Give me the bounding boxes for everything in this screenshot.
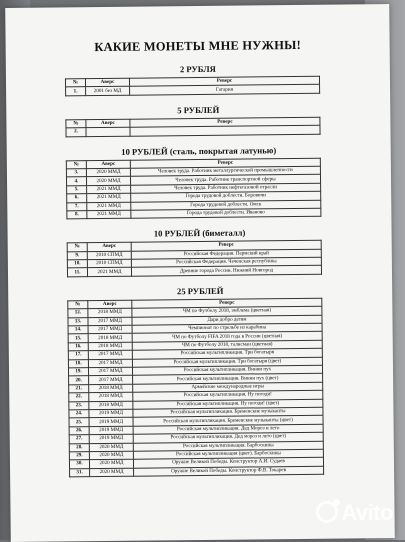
row-number: 18. [68, 359, 88, 368]
row-revers: Российская мультипликация. Три богатыря (цвет) [132, 357, 322, 367]
row-avers: 2019 ММД [89, 434, 133, 443]
row-avers: 2020 ММД [89, 443, 133, 452]
header-num: № [66, 160, 86, 169]
row-revers: Российская мультипликация. Бременские музыканты [133, 407, 323, 417]
row-revers: Города трудовой доблести. Иваново [131, 208, 321, 218]
row-avers: 2018 ММД [89, 384, 133, 393]
row-revers: Дари добро детям [132, 315, 322, 325]
section-title: 2 РУБЛЯ [179, 63, 216, 75]
coins-table [65, 76, 320, 96]
row-avers: 2017 ММД [88, 350, 132, 359]
coins-table [66, 157, 322, 219]
table-row [67, 208, 321, 219]
row-avers [86, 127, 130, 136]
row-avers: 2021 ММД [87, 185, 131, 194]
row-number: 25. [69, 418, 89, 427]
header-revers: Реверс [130, 117, 320, 127]
table-row [70, 466, 324, 477]
row-number: 14. [68, 326, 88, 335]
paper-sheet [5, 4, 395, 542]
row-number: 4. [66, 177, 86, 186]
row-number: 15. [68, 334, 88, 343]
header-revers: Реверс [129, 76, 319, 86]
section-title: 10 РУБЛЕЙ (биметалл) [153, 227, 246, 239]
row-number: 7. [67, 202, 87, 211]
row-revers: Армейские международные игры [133, 382, 323, 392]
header-num: № [68, 301, 88, 310]
row-avers: 2010 СПМД [87, 259, 131, 268]
row-avers: 2020 ММД [86, 168, 130, 177]
row-avers: 2019 ММД [89, 418, 133, 427]
row-revers: Российская мультипликация. Три богатыря [132, 348, 322, 358]
row-avers: 2017 ММД [88, 317, 132, 326]
row-number: 26. [69, 426, 89, 435]
row-number: 27. [69, 435, 89, 444]
table-row [66, 85, 320, 96]
row-avers: 2018 ММД [88, 308, 132, 317]
header-avers: Аверс [88, 300, 132, 309]
row-revers: Оружие Великой Победы. Конструктор А.И. Судаев [133, 457, 323, 467]
row-revers: Российская мультипликация (цвет). Барбоскины [133, 449, 323, 459]
row-avers: 2018 ММД [89, 401, 133, 410]
row-number: 10. [67, 260, 87, 269]
row-avers: 2017 ММД [88, 367, 132, 376]
row-revers: Оружие Великой Победы. Конструктор Ф.В. Токарев [134, 466, 324, 476]
row-avers: 2017 ММД [88, 359, 132, 368]
row-avers: 2020 ММД [90, 468, 134, 477]
row-revers: Российская Федерация. Чеченская республика [131, 257, 321, 267]
row-avers: 2020 ММД [86, 177, 130, 186]
coins-table [67, 240, 322, 277]
avito-watermark [316, 500, 393, 526]
header-avers: Аверс [85, 78, 129, 87]
row-avers: 2021 ММД [87, 210, 131, 219]
header-avers: Аверс [87, 243, 131, 252]
row-avers: 2020 ММД [89, 459, 133, 468]
row-avers: 2018 ММД [88, 334, 132, 343]
row-number: 29. [69, 452, 89, 461]
header-avers: Аверс [86, 160, 130, 169]
row-number: 3. [66, 169, 86, 178]
row-number: 23. [69, 401, 89, 410]
row-revers: Российская мультипликация. Дед мороз и лето (цвет) [133, 432, 323, 442]
header-revers: Реверс [130, 158, 320, 168]
table-row [66, 125, 320, 136]
row-number: 5. [67, 185, 87, 194]
row-number: 17. [68, 351, 88, 360]
header-num: № [65, 79, 85, 88]
row-number: 24. [69, 410, 89, 419]
row-number: 1. [66, 87, 86, 96]
row-revers [130, 125, 320, 135]
section-title: 25 РУБЛЕЙ [176, 285, 224, 297]
row-revers: ЧМ по Футболу 2018, эмблема (цветная) [132, 306, 322, 316]
row-avers: 2021 ММД [87, 268, 131, 277]
row-revers: Российская мультипликация. Дед Мороз и лето [133, 424, 323, 434]
row-number: 30. [69, 460, 89, 469]
row-avers: 2020 ММД [89, 451, 133, 460]
row-number: 21. [69, 384, 89, 393]
header-num: № [66, 119, 86, 128]
row-revers: Российская мультипликация. Ну погоди! [133, 390, 323, 400]
row-avers: 2019 ММД [89, 409, 133, 418]
row-revers: Человек труда. Работник транспортной сферы [130, 175, 320, 185]
row-revers: Гагарин [130, 85, 320, 95]
watermark-text: Avito [341, 500, 393, 525]
row-avers: 2021 ММД [87, 193, 131, 202]
row-avers: 2017 ММД [88, 325, 132, 334]
coins-table [65, 117, 320, 137]
row-revers: Российская Федерация. Пермский край [131, 249, 321, 259]
row-number: 22. [69, 393, 89, 402]
row-number: 2. [66, 128, 86, 137]
row-number: 19. [68, 368, 88, 377]
row-avers: 2017 ММД [89, 376, 133, 385]
header-num: № [67, 243, 87, 252]
row-revers: Древние города России. Нижний Новгород [131, 266, 321, 276]
row-avers: 2018 ММД [88, 342, 132, 351]
row-revers: Российская мультипликация. Бременские музыканты (цвет) [133, 416, 323, 426]
row-revers: ЧМ по Футболу FIFA 2018 года в России (цветная) [132, 332, 322, 342]
row-revers: Человек труда. Работник нефтегазовой отрасли [131, 183, 321, 193]
row-number: 8. [67, 211, 87, 220]
row-number: 6. [67, 194, 87, 203]
document-title: КАКИЕ МОНЕТЫ МНЕ НУЖНЫ! [94, 37, 302, 55]
row-avers: 2021 ММД [87, 202, 131, 211]
row-revers: Человек труда. Работник металлургической промышленности [130, 166, 320, 176]
row-avers: 2018 ММД [89, 392, 133, 401]
row-number: 31. [70, 468, 90, 477]
row-number: 16. [68, 342, 88, 351]
row-avers: 2019 ММД [89, 426, 133, 435]
row-revers: Города трудовой доблести. Омск [131, 200, 321, 210]
table-row [67, 266, 321, 277]
section-title: 5 РУБЛЕЙ [177, 104, 220, 116]
section-title: 10 РУБЛЕЙ (сталь, покрытая латунью) [121, 144, 277, 157]
row-number: 9. [67, 251, 87, 260]
row-avers: 2010 СПМД [87, 251, 131, 260]
row-avers: 2001 без МД [86, 87, 130, 96]
row-revers: Российская мультипликация. Винни пух (цвет) [133, 374, 323, 384]
coin-sections [6, 62, 394, 478]
row-revers: Российская мультипликация. Ну погоди! (цвет) [133, 399, 323, 409]
header-avers: Аверс [86, 119, 130, 128]
row-revers: Российская мультипликация. Барбоскины [133, 441, 323, 451]
row-revers: ЧМ по Футболу 2018, талисман (цветная) [132, 340, 322, 350]
row-revers: Города трудовой доблести. Боровичи [131, 191, 321, 201]
row-number: 28. [69, 443, 89, 452]
row-number: 20. [69, 376, 89, 385]
row-revers: Чемпионат по стрельбе из карабина [132, 323, 322, 333]
row-number: 11. [67, 268, 87, 277]
coins-table [67, 298, 324, 478]
row-number: 12. [68, 309, 88, 318]
row-number: 13. [68, 317, 88, 326]
avito-logo-icon [316, 501, 338, 523]
header-revers: Реверс [132, 298, 322, 308]
header-revers: Реверс [131, 241, 321, 251]
row-revers: Российская мультипликация. Винни пух [132, 365, 322, 375]
